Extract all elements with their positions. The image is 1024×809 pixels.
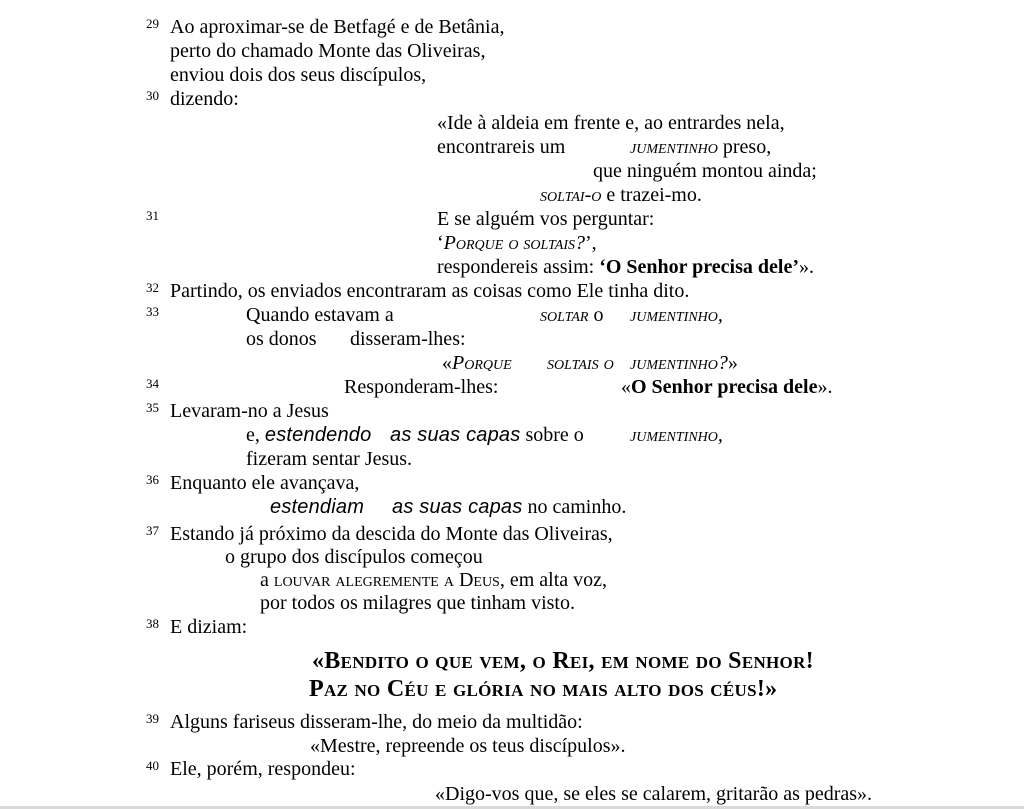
text-segment: soltais o bbox=[547, 352, 614, 374]
scripture-line bbox=[0, 756, 1024, 783]
text-segment: Alguns fariseus disseram-lhe, do meio da multidão: bbox=[170, 711, 583, 733]
text-segment: «Ide à aldeia em frente e, ao entrardes nela, bbox=[437, 112, 785, 134]
text-segment: os donos bbox=[246, 328, 317, 350]
text-run bbox=[309, 676, 777, 703]
scripture-line bbox=[0, 398, 1024, 425]
text-segment: louvar alegremente a Deus bbox=[273, 569, 500, 591]
text-segment: disseram-lhes: bbox=[350, 328, 466, 350]
text-run bbox=[437, 230, 597, 256]
text-run bbox=[246, 302, 394, 328]
text-segment: E diziam: bbox=[170, 616, 248, 638]
text-run bbox=[593, 158, 817, 184]
text-run bbox=[442, 350, 512, 376]
text-segment: sobre o bbox=[520, 424, 584, 446]
text-run bbox=[630, 302, 723, 328]
text-run bbox=[312, 648, 814, 675]
text-run bbox=[270, 494, 364, 520]
text-run bbox=[170, 398, 329, 424]
text-run bbox=[170, 470, 359, 496]
text-segment: ‘O Senhor precisa dele’ bbox=[599, 256, 799, 278]
scripture-line bbox=[0, 470, 1024, 497]
text-run bbox=[350, 326, 466, 352]
text-run bbox=[435, 781, 872, 807]
text-segment: jumentinho bbox=[630, 136, 718, 158]
text-segment: Ele, porém, respondeu: bbox=[170, 758, 356, 780]
verse-number: 32 bbox=[146, 280, 159, 295]
scripture-line bbox=[0, 422, 1024, 449]
text-run bbox=[630, 422, 723, 448]
verse-number: 38 bbox=[146, 616, 159, 631]
text-segment: respondereis assim: bbox=[437, 256, 600, 278]
text-segment: , em alta voz, bbox=[499, 569, 608, 591]
text-segment: Quando estavam a bbox=[246, 304, 394, 326]
text-run bbox=[390, 422, 584, 448]
text-run bbox=[170, 38, 485, 64]
text-run bbox=[344, 374, 498, 400]
verse-number: 36 bbox=[146, 472, 159, 487]
scripture-line bbox=[0, 781, 1024, 808]
text-segment: O Senhor precisa dele bbox=[631, 376, 818, 398]
text-segment: dizendo: bbox=[170, 88, 239, 110]
verse-number: 33 bbox=[146, 304, 159, 319]
text-segment: Paz no Céu e glória no mais alto dos céus!» bbox=[309, 676, 778, 702]
text-segment: as suas capas bbox=[390, 424, 521, 446]
text-run bbox=[437, 110, 785, 136]
text-run bbox=[246, 446, 412, 472]
scripture-line bbox=[0, 326, 1024, 353]
text-segment: ‘ bbox=[437, 232, 444, 254]
text-segment: Partindo, os enviados encontraram as coisas como Ele tinha dito. bbox=[170, 280, 690, 302]
text-segment: estendiam bbox=[270, 496, 365, 518]
text-segment: no caminho. bbox=[522, 496, 627, 518]
text-segment: perto do chamado Monte das Oliveiras, bbox=[170, 40, 486, 62]
text-segment: ». bbox=[799, 256, 814, 278]
text-run bbox=[547, 350, 614, 376]
text-run bbox=[170, 14, 504, 40]
text-run bbox=[170, 278, 689, 304]
scripture-line bbox=[0, 648, 1024, 675]
text-run bbox=[260, 590, 575, 616]
scripture-line bbox=[0, 86, 1024, 113]
text-run bbox=[630, 134, 771, 160]
text-segment: jumentinho? bbox=[630, 352, 728, 374]
text-segment: Levaram-no a Jesus bbox=[170, 400, 329, 422]
text-segment: por todos os milagres que tinham visto. bbox=[260, 592, 575, 614]
text-run bbox=[437, 254, 814, 280]
text-run bbox=[170, 62, 426, 88]
text-segment: soltai-o bbox=[540, 184, 602, 206]
text-segment: e trazei-mo. bbox=[601, 184, 702, 206]
scripture-line bbox=[0, 134, 1024, 161]
scripture-line bbox=[0, 302, 1024, 329]
scripture-line bbox=[0, 158, 1024, 185]
text-run bbox=[540, 302, 603, 328]
text-segment: fizeram sentar Jesus. bbox=[246, 448, 413, 470]
text-segment: ». bbox=[817, 376, 833, 398]
text-segment: Porque o soltais? bbox=[443, 232, 586, 254]
text-segment: Enquanto ele avançava, bbox=[170, 472, 360, 494]
verse-number: 35 bbox=[146, 400, 159, 415]
text-run bbox=[392, 494, 626, 520]
text-segment: as suas capas bbox=[392, 496, 523, 518]
text-segment: a bbox=[260, 569, 274, 591]
text-segment: que ninguém montou ainda; bbox=[593, 160, 817, 182]
verse-number: 40 bbox=[146, 758, 159, 773]
text-segment: e, bbox=[246, 424, 265, 446]
text-run bbox=[246, 422, 371, 448]
text-segment: « bbox=[621, 376, 631, 398]
text-segment: E se alguém vos perguntar: bbox=[437, 208, 655, 230]
text-run bbox=[621, 374, 832, 400]
text-run bbox=[170, 709, 583, 735]
verse-number: 30 bbox=[146, 88, 159, 103]
text-segment: «Bendito o que vem, o Rei, em nome do Senhor! bbox=[312, 648, 814, 674]
scripture-line bbox=[0, 676, 1024, 703]
verse-number: 34 bbox=[146, 376, 159, 391]
text-run bbox=[170, 614, 247, 640]
verse-number: 29 bbox=[146, 16, 159, 31]
scripture-line bbox=[0, 494, 1024, 521]
scripture-line bbox=[0, 709, 1024, 736]
verse-number: 31 bbox=[146, 208, 159, 223]
text-segment: jumentinho, bbox=[630, 424, 723, 446]
text-segment: enviou dois dos seus discípulos, bbox=[170, 64, 427, 86]
scripture-line bbox=[0, 206, 1024, 233]
text-segment: Estando já próximo da descida do Monte das Oliveiras, bbox=[170, 523, 613, 545]
text-segment: «Mestre, repreende os teus discípulos». bbox=[310, 735, 626, 757]
scripture-line bbox=[0, 614, 1024, 641]
text-segment: «Digo-vos que, se eles se calarem, gritarão as pedras». bbox=[435, 783, 873, 805]
text-run bbox=[437, 206, 654, 232]
text-run bbox=[630, 350, 738, 376]
scripture-line bbox=[0, 110, 1024, 137]
text-segment: « bbox=[442, 352, 452, 374]
text-segment: Porque bbox=[452, 352, 512, 374]
text-run bbox=[170, 756, 356, 782]
text-segment: o grupo dos discípulos começou bbox=[225, 546, 483, 568]
scripture-line bbox=[0, 230, 1024, 257]
text-segment: preso, bbox=[717, 136, 772, 158]
text-segment: Ao aproximar-se de Betfagé e de Betânia, bbox=[170, 16, 505, 38]
scripture-line bbox=[0, 14, 1024, 41]
verse-number: 37 bbox=[146, 523, 159, 538]
text-segment: soltar bbox=[540, 304, 589, 326]
text-segment: Responderam-lhes: bbox=[344, 376, 499, 398]
text-segment: estendendo bbox=[264, 424, 372, 446]
text-segment: ’, bbox=[585, 232, 597, 254]
scripture-line bbox=[0, 38, 1024, 65]
text-run bbox=[246, 326, 317, 352]
text-segment: » bbox=[727, 352, 738, 374]
text-run bbox=[540, 182, 702, 208]
text-run bbox=[170, 86, 239, 112]
text-segment: o bbox=[588, 304, 604, 326]
text-segment: jumentinho, bbox=[630, 304, 723, 326]
verse-number: 39 bbox=[146, 711, 159, 726]
text-run bbox=[437, 134, 565, 160]
text-segment: encontrareis um bbox=[437, 136, 566, 158]
